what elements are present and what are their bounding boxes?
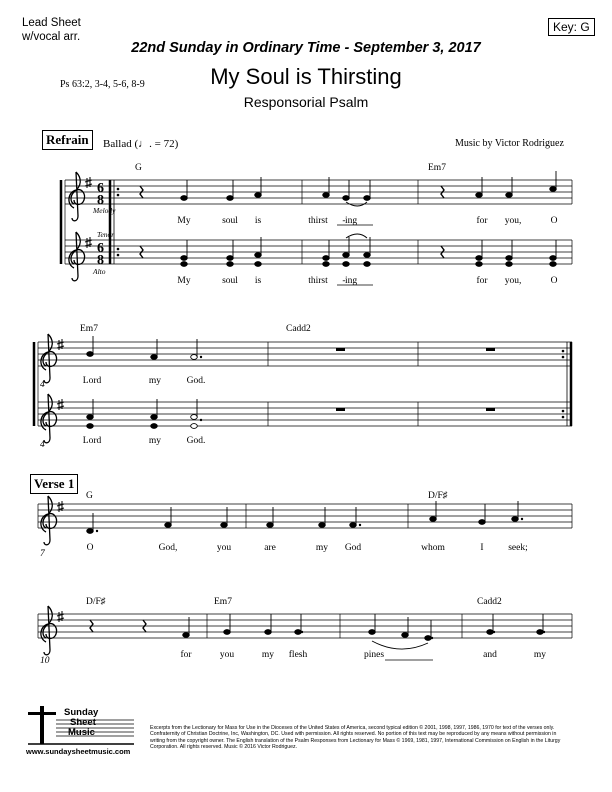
verse-system-1 [38,496,572,545]
lyric: - [342,216,346,226]
logo-wordmark [50,708,98,738]
lyric: ing [345,216,358,226]
copyright-notice: Excerpts from the Lectionary for Mass for Use in the Dioceses of the United States of America, second typical edition © 2001, 1998, 1997, 1986, 1970 for text of the verses only. Confraternity of Christian Doctrine, Inc, Washington, DC. Used with permission. All rights reserved. No portion of this text may be reproduced by any means without permission in writing from the copyright owner. The English translation of the Psalm Responses from Lectionary for Mass © 1969, 1981, 1997, International Commission on English in the Liturgy Corporation. All rights reserved. Music © 2016 Victor Rodriguez. [150,725,561,751]
lyric: - [342,276,346,286]
logo-line: Sheet [70,717,96,728]
lyric: seek; [508,543,528,553]
lyric: soul [222,276,238,286]
chord: D/F♯ [86,597,106,607]
tenor-label: Tenor [97,230,115,239]
lyric: my [148,436,162,446]
lyric: O [550,216,558,226]
lyric: for [476,276,488,286]
lyric: you [216,543,232,553]
verse-section-label: Verse 1 [30,474,78,494]
measure-number: 4 [40,440,45,450]
lyric: my [533,650,547,660]
lyric: I [480,543,484,553]
svg-text:6: 6 [97,181,104,196]
measure-number: 7 [40,549,45,559]
site-url: www.sundaysheetmusic.com [26,747,131,756]
lyric: My [177,216,191,226]
svg-text:8: 8 [97,253,104,268]
melody-label: Melody [93,206,116,215]
key-badge: Key: G [548,18,595,36]
lyric: my [315,543,329,553]
lyric: is [254,276,262,286]
lyric: O [86,543,94,553]
song-subtitle: Responsorial Psalm [243,94,369,110]
lyric: God. [186,436,206,446]
lyric: you [219,650,235,660]
lyric: for [476,216,488,226]
svg-text:8: 8 [97,193,104,208]
chord: Em7 [214,597,232,607]
lyric: and [483,650,497,660]
chord: Em7 [428,163,446,173]
lyric: is [254,216,262,226]
lyric: for [180,650,192,660]
lead-sheet-label: Lead Sheet [22,17,81,29]
lyric: My [177,276,191,286]
logo-line: Sunday [64,707,99,718]
lyric: pines [363,650,385,660]
chord: Em7 [80,324,98,334]
song-title: My Soul is Thirsting [210,64,402,89]
lyric: whom [421,543,445,553]
lyric: O [550,276,558,286]
lyric: my [148,376,162,386]
lyric: thirst [308,276,328,286]
vocal-arr-label: w/vocal arr. [22,31,81,43]
liturgical-date: 22nd Sunday in Ordinary Time - September 3, 2017 [131,40,481,56]
svg-text:6: 6 [97,241,104,256]
lyric: ing [345,276,358,286]
measure-number: 10 [40,656,50,666]
refrain-system-2 [34,334,572,443]
lyric: God. [186,376,206,386]
lyric: God, [158,543,178,553]
lyric: thirst [308,216,328,226]
chord: Cadd2 [477,597,502,607]
refrain-system-1 [61,171,572,285]
composer-credit: Music by Victor Rodriguez [455,138,564,149]
alto-label: Alto [93,267,106,276]
refrain-section-label: Refrain [42,130,93,150]
chord: D/F♯ [428,491,448,501]
lyric: you, [504,216,522,226]
lyric: you, [504,276,522,286]
tempo-marking: Ballad (♩. = 72) [103,138,179,150]
measure-number: 4 [40,380,45,390]
lyric: Lord [82,376,102,386]
lyric: are [264,543,276,553]
lyric: flesh [288,650,308,660]
chord: G [135,163,142,173]
lyric: my [261,650,275,660]
lyric: soul [222,216,238,226]
scripture-reference: Ps 63:2, 3-4, 5-6, 8-9 [60,79,145,90]
lyric: Lord [82,436,102,446]
logo-line: Music [68,727,95,738]
chord: G [86,491,93,501]
lyric: God [344,543,362,553]
chord: Cadd2 [286,324,311,334]
